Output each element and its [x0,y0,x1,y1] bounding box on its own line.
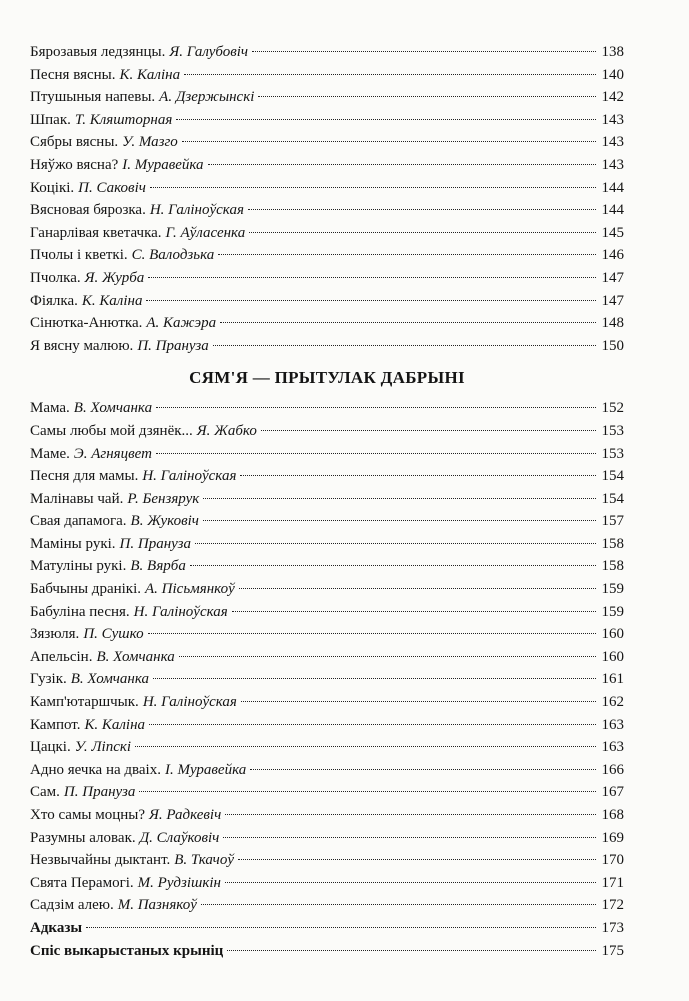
entry-author: Г. Аўласенка [165,224,246,241]
entry-author: Н. Галіноўская [149,202,244,219]
entry-title: Зязюля. [30,626,80,643]
toc-entry [30,199,624,222]
entry-author: Я. Жабко [196,422,257,439]
entry-page: 159 [601,581,624,598]
entry-title: Бабуліна песня. [30,603,130,620]
dot-leader [135,746,596,747]
toc-entry [30,244,624,267]
dot-leader [218,254,596,255]
toc-entry [30,691,624,714]
dot-leader [176,119,596,120]
entry-page: 143 [601,156,624,173]
dot-leader [250,769,596,770]
toc-entry [30,312,624,335]
dot-leader [182,141,596,142]
entry-title: Маме. [30,445,70,462]
entry-author: П. Пранузa [119,535,191,552]
entry-title: Бярозавыя ледзянцы. [30,44,166,60]
entry-page: 144 [601,179,624,196]
dot-leader [225,882,596,883]
dot-leader [86,927,596,928]
entry-title: Мама. [30,400,70,417]
entry-page: 145 [601,224,624,241]
entry-author: П. Саковіч [78,179,146,196]
dot-leader [156,407,596,408]
section-spring [30,41,624,357]
entry-author: М. Пазнякоў [117,897,197,914]
entry-title: Хто самы моцны? [30,807,146,823]
entry-page: 158 [601,535,624,552]
entry-author: К. Каліна [84,716,146,733]
toc-entry [30,668,624,691]
entry-title: Малінавы чай. [30,490,124,507]
entry-author: Я. Журба [84,269,145,286]
entry-page: 170 [601,852,624,869]
entry-author: А. Кажэра [146,315,217,332]
toc-entry [30,420,624,443]
entry-author: В. Хомчанка [73,400,153,417]
toc-entry [30,397,624,420]
entry-title: Адказы [30,919,83,936]
toc-entry [30,533,624,556]
dot-leader [195,543,596,544]
dot-leader [240,475,596,476]
entry-page: 158 [601,558,624,575]
table-of-contents [30,41,624,962]
toc-entry [30,872,624,895]
entry-author: Т. Кляшторная [74,111,173,128]
entry-author: Н. Галіноўская [142,468,237,485]
entry-title: Вясновая бярозка. [30,202,146,219]
toc-entry [30,555,624,578]
entry-title: Матуліны рукі. [30,558,127,575]
dot-leader [232,611,596,612]
entry-title: Свята Перамогі. [30,874,134,891]
entry-page: 143 [601,134,624,151]
entry-page: 166 [601,761,624,778]
dot-leader [220,322,596,323]
toc-entry [30,64,624,87]
entry-page: 159 [601,603,624,620]
dot-leader [149,724,596,725]
dot-leader [203,520,596,521]
entry-page: 167 [601,784,624,801]
entry-author: К. Каліна [119,66,181,83]
toc-entry [30,601,624,624]
entry-title: Песня вясны. [30,66,116,83]
entry-page: 143 [601,111,624,128]
entry-author: Я. Галубовіч [169,44,249,60]
entry-title: Пчолка. [30,269,81,286]
entry-author: Р. Бензярук [127,490,200,507]
entry-author: П. Пранузa [137,337,209,354]
entry-author: В. Ткачоў [174,852,234,869]
section-backmatter [30,917,624,962]
dot-leader [227,950,596,951]
dot-leader [146,300,596,301]
toc-entry [30,781,624,804]
dot-leader [208,164,596,165]
dot-leader [225,814,596,815]
entry-page: 142 [601,89,624,106]
entry-title: Сябры вясны. [30,134,119,151]
entry-title: Гузік. [30,671,67,688]
entry-title: Няўжо вясна? [30,156,119,173]
entry-page: 147 [601,292,624,309]
entry-page: 173 [601,919,624,936]
dot-leader [201,904,596,905]
entry-author: В. Хомчанка [70,671,150,688]
entry-author: А. Пісьмянкоў [145,581,235,598]
toc-entry [30,267,624,290]
entry-author: В. Жуковіч [130,513,199,530]
dot-leader [239,588,596,589]
entry-title: Шпак. [30,111,71,128]
toc-entry [30,646,624,669]
dot-leader [156,453,596,454]
entry-author: У. Мазго [122,134,178,151]
entry-page: 146 [601,247,624,264]
toc-entry [30,154,624,177]
entry-title: Коцікі. [30,179,75,196]
entry-page: 138 [601,44,624,60]
entry-author: П. Пранузa [63,784,136,801]
toc-entry-answers [30,917,624,940]
toc-entry [30,510,624,533]
entry-page: 163 [601,739,624,756]
entry-author: В. Вярба [130,558,186,575]
entry-page: 148 [601,315,624,332]
toc-entry [30,443,624,466]
entry-page: 154 [601,468,624,485]
dot-leader [258,96,596,97]
entry-page: 140 [601,66,624,83]
entry-author: Н. Галіноўская [142,694,237,711]
entry-title: Песня для мамы. [30,468,139,485]
entry-title: Фіялка. [30,292,78,309]
dot-leader [150,187,596,188]
toc-entry [30,623,624,646]
entry-page: 172 [601,897,624,914]
entry-author: У. Ліпскі [74,739,132,756]
dot-leader [261,430,596,431]
entry-title: Незвычайны дыктант. [30,852,171,869]
dot-leader [223,837,596,838]
toc-entry [30,804,624,827]
entry-title: Камп'ютаршчык. [30,694,139,711]
toc-entry [30,131,624,154]
dot-leader [203,498,596,499]
dot-leader [249,232,596,233]
dot-leader [190,565,596,566]
entry-page: 147 [601,269,624,286]
dot-leader [213,345,596,346]
entry-author: Д. Слаўковіч [139,829,220,846]
entry-page: 161 [601,671,624,688]
dot-leader [184,74,596,75]
entry-title: Свая дапамога. [30,513,127,530]
toc-entry [30,41,624,64]
entry-page: 162 [601,694,624,711]
section-family [30,397,624,917]
dot-leader [238,859,596,860]
dot-leader [148,277,596,278]
dot-leader [248,209,596,210]
entry-page: 152 [601,400,624,417]
entry-author: А. Дзержынскі [159,89,255,106]
toc-entry-sources [30,940,624,963]
entry-title: Адно яечка на дваіх. [30,761,161,778]
entry-title: Цацкі. [30,739,71,756]
entry-author: П. Сушко [83,626,144,643]
entry-title: Бабчыны дранікі. [30,581,141,598]
entry-author: К. Каліна [81,292,143,309]
toc-entry [30,759,624,782]
toc-entry [30,827,624,850]
entry-author: В. Хомчанка [96,648,175,665]
toc-entry [30,578,624,601]
entry-title: Маміны рукі. [30,535,116,552]
section-heading: СЯМ'Я — ПРЫТУЛАК ДАБРЫНІ [189,368,465,388]
entry-title: Садзім алею. [30,897,114,914]
toc-entry [30,177,624,200]
entry-title: Разумны аловак. [30,829,136,846]
entry-author: І. Муравейка [164,761,247,778]
entry-page: 150 [601,337,624,354]
entry-page: 160 [601,626,624,643]
toc-entry [30,714,624,737]
toc-entry [30,222,624,245]
dot-leader [139,791,596,792]
entry-page: 171 [601,874,624,891]
entry-title: Я вясну малюю. [30,337,134,354]
toc-entry [30,86,624,109]
entry-author: С. Валодзька [131,247,215,264]
toc-entry [30,465,624,488]
dot-leader [153,678,596,679]
entry-page: 160 [601,648,624,665]
entry-author: І. Муравейка [122,156,204,173]
entry-title: Кампот. [30,716,81,733]
entry-page: 163 [601,716,624,733]
entry-page: 157 [601,513,624,530]
entry-title: Апельсін. [30,648,93,665]
entry-title: Птушыныя напевы. [30,89,156,106]
entry-page: 153 [601,422,624,439]
entry-title: Спіс выкарыстаных крыніц [30,942,224,959]
dot-leader [241,701,596,702]
entry-author: М. Рудзішкін [137,874,221,891]
toc-entry [30,488,624,511]
toc-entry [30,109,624,132]
dot-leader [179,656,596,657]
entry-page: 154 [601,490,624,507]
toc-entry [30,736,624,759]
dot-leader [252,51,596,52]
entry-page: 175 [601,942,624,959]
entry-page: 168 [601,807,624,823]
entry-title: Пчолы і кветкі. [30,247,128,264]
toc-entry [30,290,624,313]
toc-entry [30,894,624,917]
entry-page: 153 [601,445,624,462]
entry-page: 144 [601,202,624,219]
entry-title: Ганарлівая кветачка. [30,224,162,241]
entry-author: Э. Агняцвет [73,445,152,462]
entry-title: Сінютка-Анютка. [30,315,143,332]
entry-author: Я. Радкевіч [149,807,222,823]
entry-title: Самы любы мой дзянёк... [30,422,193,439]
dot-leader [148,633,596,634]
entry-page: 169 [601,829,624,846]
toc-entry [30,335,624,358]
entry-title: Сам. [30,784,60,801]
entry-author: Н. Галіноўская [133,603,228,620]
toc-entry [30,849,624,872]
